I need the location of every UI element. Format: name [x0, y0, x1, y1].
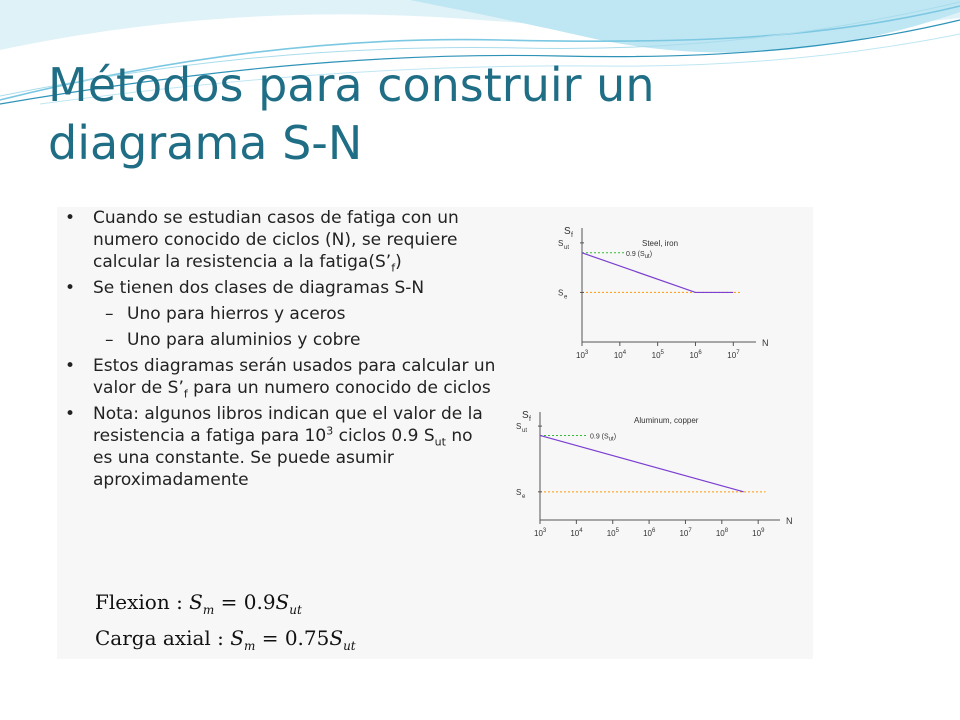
- bullet-list: [57, 207, 497, 495]
- x-tick-base: 10: [752, 529, 762, 538]
- x-tick-label: [570, 528, 583, 538]
- chart-title: Aluminum, copper: [634, 416, 699, 425]
- x-tick-base: 10: [576, 351, 585, 360]
- bullet-sup: 3: [326, 424, 334, 438]
- bullet-text: Uno para aluminios y cobre: [127, 330, 361, 350]
- formula-label: Carga axial: [95, 626, 211, 650]
- x-tick-base: 10: [715, 529, 725, 538]
- bullet-mid: ciclos 0.9 S: [333, 426, 435, 446]
- bullet-item: [57, 403, 497, 491]
- y-tick-label: S: [558, 238, 564, 248]
- x-tick-exponent: 7: [688, 528, 692, 534]
- x-tick-exponent: 4: [622, 350, 627, 356]
- bullet-item: [57, 207, 497, 273]
- x-tick-label: [716, 528, 729, 538]
- x-tick-exponent: 6: [651, 528, 656, 534]
- x-tick-exponent: 6: [698, 350, 702, 356]
- bullet-pre: Estos diagramas serán usados para calcular un valor de S’: [93, 356, 496, 398]
- x-tick-exponent: 3: [584, 350, 589, 356]
- x-tick-base: 10: [606, 529, 616, 538]
- formula-lhs-sub: m: [202, 603, 215, 617]
- annotation-sub: ut: [644, 253, 650, 260]
- formula-lhs: S: [230, 626, 244, 650]
- bullet-post: para un numero conocido de ciclos: [187, 378, 491, 398]
- bullet-pre: Nota: algunos libros indican que el valor de la resistencia a fatiga para 10: [93, 404, 483, 446]
- formula-flexion: Flexion : $S_m = 0.9S_{ut}$: [95, 590, 302, 617]
- formula-eq: = 0.9: [214, 590, 276, 614]
- x-tick-label: [689, 350, 702, 360]
- x-tick-base: 10: [570, 529, 580, 538]
- y-tick-label-sub: ut: [522, 428, 528, 435]
- sn-curve: [540, 435, 744, 491]
- formula-lhs: S: [189, 590, 203, 614]
- x-tick-base: 10: [689, 351, 699, 360]
- x-tick-label: [652, 350, 665, 360]
- y-axis-label: S: [522, 410, 529, 421]
- annotation-label: [590, 433, 616, 442]
- sn-chart-steel: [558, 214, 778, 374]
- bullet-sub: f: [391, 261, 396, 275]
- x-tick-exponent: 4: [579, 528, 583, 534]
- chart-title: Steel, iron: [642, 239, 679, 248]
- y-axis-label-sub: f: [571, 232, 573, 239]
- x-tick-base: 10: [679, 529, 689, 538]
- bullet-pre: Cuando se estudian casos de fatiga con un numero conocido de ciclos (N), se requiere calcular la resistencia a la fatiga(S’: [93, 208, 459, 272]
- x-tick-exponent: 7: [736, 350, 740, 356]
- x-tick-base: 10: [613, 351, 623, 360]
- x-tick-label: [643, 528, 656, 538]
- formula-eq: = 0.75: [255, 626, 330, 650]
- x-tick-base: 10: [651, 351, 661, 360]
- x-tick-label: [576, 350, 589, 360]
- y-axis-label-sub: f: [529, 416, 531, 423]
- formula-axial: Carga axial : $S_m = 0.75S_{ut}$: [95, 626, 356, 653]
- x-tick-exponent: 5: [660, 350, 664, 356]
- formula-label: Flexion: [95, 590, 170, 614]
- bullet-item: [57, 355, 497, 399]
- annotation-label: [626, 251, 652, 260]
- bullet-text: Uno para hierros y aceros: [127, 304, 346, 324]
- x-tick-label: [614, 350, 627, 360]
- x-axis-label: N: [762, 338, 769, 348]
- y-tick-label: S: [558, 288, 564, 298]
- annotation-close: ): [649, 250, 653, 258]
- x-tick-exponent: 3: [542, 528, 547, 534]
- x-tick-label: [679, 528, 692, 538]
- annotation-text: 0.9 (S: [590, 433, 609, 441]
- x-tick-base: 10: [727, 351, 737, 360]
- sub-bullet-item: [57, 303, 497, 325]
- sn-curve: [582, 250, 733, 293]
- bullet-post: no es una constante. Se puede asumir aproximadamente: [93, 426, 473, 490]
- bullet-text: Se tienen dos clases de diagramas S-N: [93, 278, 425, 298]
- formula-rhs: S: [275, 590, 290, 614]
- annotation-sub: ut: [608, 436, 614, 443]
- y-tick-label-sub: e: [564, 294, 568, 301]
- bullet-post: ): [395, 252, 402, 272]
- y-tick-label: S: [516, 422, 522, 432]
- x-tick-base: 10: [643, 529, 652, 538]
- bullet-sub: ut: [434, 435, 446, 449]
- bullet-item: [57, 277, 497, 299]
- sn-chart-aluminum: [518, 400, 808, 550]
- formula-rhs-sub: ut: [343, 639, 356, 653]
- x-tick-exponent: 8: [724, 528, 729, 534]
- x-tick-base: 10: [534, 529, 543, 538]
- y-axis-label: S: [564, 226, 571, 237]
- x-tick-label: [727, 350, 740, 360]
- x-tick-exponent: 5: [615, 528, 619, 534]
- x-axis-label: N: [786, 516, 793, 526]
- x-tick-exponent: 9: [761, 528, 765, 534]
- y-tick-label: S: [516, 487, 522, 497]
- formula-lhs-sub: m: [243, 639, 256, 653]
- formula-rhs-sub: ut: [289, 603, 302, 617]
- slide-title: Métodos para construir un diagrama S-N: [48, 58, 655, 170]
- annotation-close: ): [613, 433, 617, 441]
- annotation-text: 0.9 (S: [626, 250, 645, 258]
- x-tick-label: [752, 528, 765, 538]
- y-tick-label-sub: e: [522, 493, 526, 500]
- bullet-sub: f: [183, 387, 188, 401]
- x-tick-label: [534, 528, 547, 538]
- x-tick-label: [607, 528, 620, 538]
- y-tick-label-sub: ut: [564, 244, 570, 251]
- formula-rhs: S: [329, 626, 344, 650]
- sub-bullet-item: [57, 329, 497, 351]
